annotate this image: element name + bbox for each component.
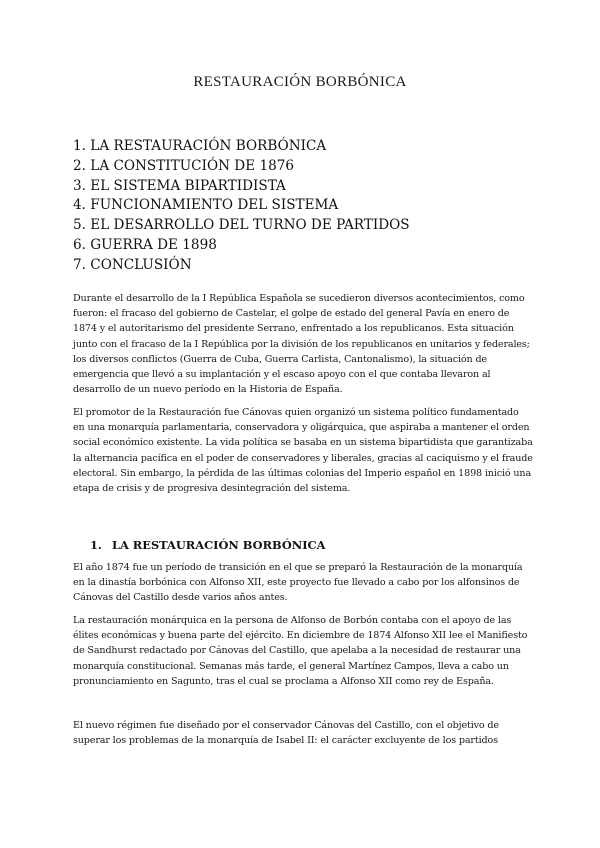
intro-paragraph: Durante el desarrollo de la I República Española se sucedieron diversos acontecimientos, como fueron: el fracaso del gobierno de Castelar, el golpe de estado del general Pavía en enero de 1874 y el autoritarismo del presidente Serrano, enfrentado a los republicanos. Esta situación junto con el fracaso de la I República por la división de los republicanos en unitarios y federales; los diversos conflictos (Guerra de Cuba, Guerra Carlista, Cantonalismo), la situación de emergencia que llevó a su implantación y el escaso apoyo con el que contaba llevaron al desarrollo de un nuevo período en la Historia de España. bbox=[73, 293, 530, 396]
toc-item: 2. LA CONSTITUCIÓN DE 1876 bbox=[73, 157, 295, 174]
toc-item: 7. CONCLUSIÓN bbox=[73, 256, 192, 273]
toc-item: 6. GUERRA DE 1898 bbox=[73, 236, 217, 253]
toc-item: 4. FUNCIONAMIENTO DEL SISTEMA bbox=[73, 197, 339, 214]
toc-item: 5. EL DESARROLLO DEL TURNO DE PARTIDOS bbox=[73, 217, 410, 234]
table-of-contents bbox=[73, 137, 410, 276]
toc-item: 1. LA RESTAURACIÓN BORBÓNICA bbox=[73, 138, 327, 154]
toc-item: 3. EL SISTEMA BIPARTIDISTA bbox=[73, 177, 286, 194]
intro-paragraph: El promotor de la Restauración fue Cánovas quien organizó un sistema político fundamentado en una monarquía parlamentaria, conservadora y oligárquica, que aspiraba a mantener el orden social económico existente. La vida política se basaba en un sistema bipartidista que garantizaba la alternancia pacífica en el poder de conservadores y liberales, gracias al caciquismo y el fraude electoral. Sin embargo, la pérdida de las últimas colonias del Imperio español en 1898 inició una etapa de crisis y de progresiva desintegración del sistema. bbox=[73, 407, 533, 495]
section-paragraph: La restauración monárquica en la persona de Alfonso de Borbón contaba con el apoyo de las élites económicas y buena parte del ejército. En diciembre de 1874 Alfonso XII lee el Manifiesto de Sandhurst redactado por Cánovas del Castillo, que apelaba a la necesidad de restaurar una monarquía constitucional. Semanas más tarde, el general Martínez Campos, lleva a cabo un pronunciamiento en Sagunto, tras el cual se proclama a Alfonso XII como rey de España. bbox=[73, 615, 528, 687]
section-paragraph: El nuevo régimen fue diseñado por el conservador Cánovas del Castillo, con el objetivo de superar los problemas de la monarquía de Isabel II: el carácter excluyente de los partidos bbox=[73, 720, 499, 747]
section-number: 1. bbox=[90, 538, 102, 552]
section-paragraph: El año 1874 fue un período de transición en el que se preparó la Restauración de la monarquía en la dinastía borbónica con Alfonso XII, este proyecto fue llevado a cabo por los alfonsinos de Cánovas del Castillo desde varios años antes. bbox=[73, 562, 523, 604]
section-title: LA RESTAURACIÓN BORBÓNICA bbox=[112, 538, 326, 552]
section-heading bbox=[90, 538, 325, 552]
document-title: RESTAURACIÓN BORBÓNICA bbox=[193, 74, 407, 90]
